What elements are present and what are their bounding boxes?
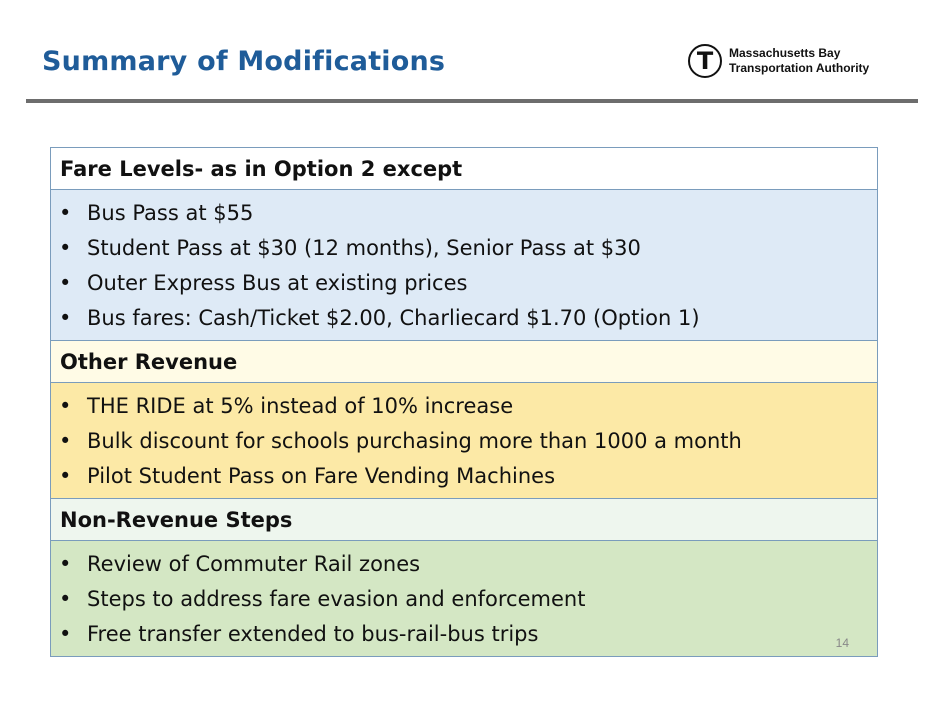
bullet: • <box>59 201 72 225</box>
mbta-logo <box>688 44 869 78</box>
logo-line-2: Transportation Authority <box>729 61 870 75</box>
section-heading-fare-levels: Fare Levels- as in Option 2 except <box>51 148 877 190</box>
section-body-fare-levels <box>51 190 877 341</box>
bullet: • <box>59 464 72 488</box>
logo-line-1: Massachusetts Bay <box>729 46 841 60</box>
list-item: • Bulk discount for schools purchasing more than 1000 a month <box>59 424 877 459</box>
bullet: • <box>59 587 72 611</box>
bullet: • <box>59 236 72 260</box>
slide-title: Summary of Modifications <box>42 46 446 77</box>
modifications-table <box>50 147 878 657</box>
bullet: • <box>59 429 72 453</box>
mbta-t-icon: T <box>688 44 722 78</box>
list-item: • Bus Pass at $55 <box>59 196 877 231</box>
title-divider <box>26 99 918 103</box>
list-item: • THE RIDE at 5% instead of 10% increase <box>59 389 877 424</box>
bullet: • <box>59 271 72 295</box>
section-body-non-revenue <box>51 541 877 656</box>
list-item: • Pilot Student Pass on Fare Vending Machines <box>59 459 877 494</box>
bullet: • <box>59 552 72 576</box>
list-item: • Steps to address fare evasion and enforcement <box>59 582 877 617</box>
logo-text <box>729 46 869 76</box>
section-body-other-revenue <box>51 383 877 499</box>
list-item: • Review of Commuter Rail zones <box>59 547 877 582</box>
page-number: 14 <box>835 636 849 650</box>
section-heading-other-revenue: Other Revenue <box>51 341 877 383</box>
bullet: • <box>59 394 72 418</box>
section-heading-non-revenue: Non-Revenue Steps <box>51 499 877 541</box>
bullet: • <box>59 622 72 646</box>
list-item: • Student Pass at $30 (12 months), Senior Pass at $30 <box>59 231 877 266</box>
list-item: • Free transfer extended to bus-rail-bus trips <box>59 617 877 652</box>
list-item: • Bus fares: Cash/Ticket $2.00, Charliecard $1.70 (Option 1) <box>59 301 877 336</box>
bullet: • <box>59 306 72 330</box>
list-item: • Outer Express Bus at existing prices <box>59 266 877 301</box>
